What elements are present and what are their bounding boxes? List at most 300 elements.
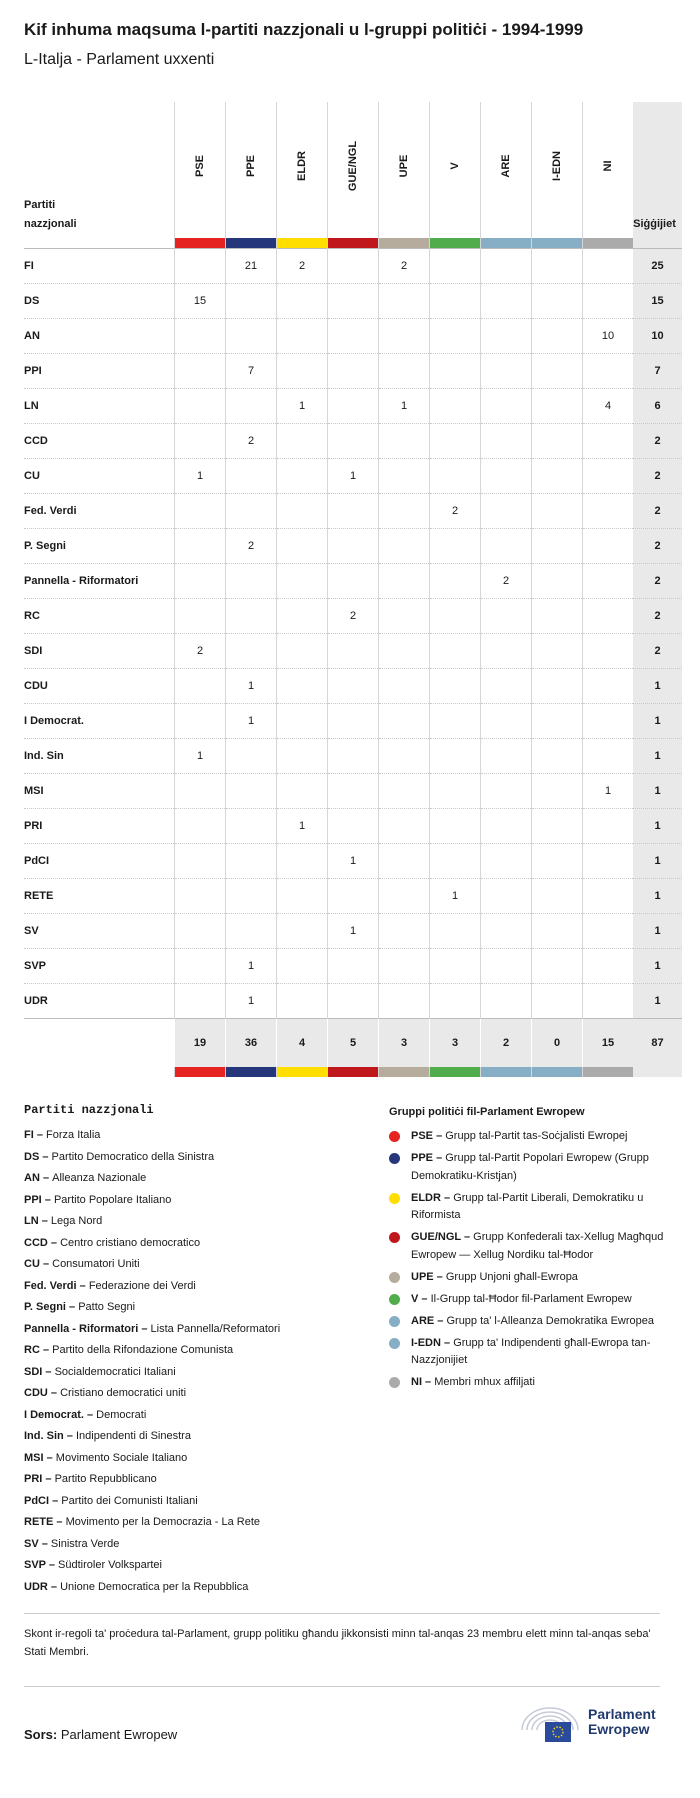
list-item xyxy=(389,1128,669,1146)
seat-count-cell: 1 xyxy=(226,669,277,704)
list-item xyxy=(389,1291,669,1309)
seat-count-cell xyxy=(532,459,583,494)
seat-count-cell xyxy=(226,494,277,529)
seat-count-cell xyxy=(328,354,379,389)
seat-count-cell xyxy=(583,914,634,949)
party-full-name: Cristiano democratici uniti xyxy=(60,1387,187,1399)
seat-count-cell: 1 xyxy=(175,739,226,774)
seat-count-cell xyxy=(328,669,379,704)
party-name-cell: P. Segni xyxy=(24,529,175,564)
group-color-bar xyxy=(583,238,634,249)
table-row xyxy=(24,984,682,1019)
party-full-name: Partito dei Comunisti Italiani xyxy=(61,1494,198,1507)
seat-count-cell xyxy=(277,494,328,529)
seat-count-cell xyxy=(328,494,379,529)
seat-count-cell xyxy=(328,879,379,914)
european-parliament-logo xyxy=(518,1700,678,1746)
seat-count-cell xyxy=(379,529,430,564)
seat-count-cell xyxy=(226,844,277,879)
seat-count-cell xyxy=(481,844,532,879)
party-abbreviation: MSI xyxy=(24,1451,44,1464)
seat-count-cell xyxy=(328,389,379,424)
separator: – xyxy=(63,1430,76,1442)
seat-count-cell xyxy=(430,564,481,599)
seat-count-cell xyxy=(379,774,430,809)
seat-count-cell xyxy=(532,564,583,599)
seat-count-cell: 1 xyxy=(226,704,277,739)
seat-count-cell xyxy=(277,459,328,494)
group-total-cell: 3 xyxy=(430,1019,481,1068)
group-color-bar xyxy=(430,1067,481,1077)
list-item xyxy=(24,1558,280,1580)
seat-count-cell xyxy=(583,494,634,529)
seat-count-cell xyxy=(532,844,583,879)
seat-count-cell xyxy=(175,914,226,949)
seat-count-cell xyxy=(481,494,532,529)
seat-count-cell xyxy=(379,914,430,949)
seat-count-cell xyxy=(532,284,583,319)
seat-count-cell xyxy=(430,704,481,739)
seat-count-cell xyxy=(175,844,226,879)
list-item xyxy=(24,1451,280,1473)
party-abbreviation: AN xyxy=(24,1172,40,1184)
note-divider-bottom xyxy=(24,1686,660,1687)
party-full-name: Lista Pannella/Reformatori xyxy=(150,1322,281,1335)
separator: – xyxy=(53,1516,66,1528)
group-abbreviation: NI xyxy=(411,1376,422,1388)
party-abbreviation: CU xyxy=(24,1258,40,1270)
separator: – xyxy=(422,1376,435,1388)
table-row xyxy=(24,809,682,844)
party-full-name: Socialdemocratici Italiani xyxy=(54,1365,176,1378)
group-color-bar xyxy=(226,1067,277,1077)
group-total-cell: 19 xyxy=(175,1019,226,1068)
seat-count-cell: 1 xyxy=(583,774,634,809)
party-name-cell: SDI xyxy=(24,634,175,669)
party-total-cell: 1 xyxy=(633,984,682,1019)
seat-count-cell xyxy=(328,774,379,809)
group-column-header xyxy=(226,102,277,238)
list-item xyxy=(24,1343,280,1365)
group-column-label: GUE/NGL xyxy=(347,140,359,192)
seat-count-cell xyxy=(481,949,532,984)
group-color-bar xyxy=(532,238,583,249)
seat-count-cell: 1 xyxy=(430,879,481,914)
separator: – xyxy=(38,1537,51,1550)
logo-wordmark xyxy=(588,1707,656,1737)
seat-count-cell xyxy=(583,634,634,669)
seat-count-cell xyxy=(430,354,481,389)
party-total-cell: 2 xyxy=(633,599,682,634)
table-row xyxy=(24,879,682,914)
group-column-header xyxy=(277,102,328,238)
party-abbreviation: PdCI xyxy=(24,1494,50,1507)
party-total-cell: 1 xyxy=(633,704,682,739)
party-name-cell: AN xyxy=(24,319,175,354)
seat-count-cell xyxy=(226,389,277,424)
seat-count-cell xyxy=(481,739,532,774)
party-name-cell: UDR xyxy=(24,984,175,1019)
grand-total-cell: 87 xyxy=(633,1019,682,1068)
party-abbreviation: I Democrat. xyxy=(24,1408,84,1421)
seat-count-cell xyxy=(277,669,328,704)
seat-count-cell: 1 xyxy=(328,914,379,949)
seat-count-cell xyxy=(175,774,226,809)
parties-legend xyxy=(24,1128,280,1601)
party-full-name: Movimento per la Democrazia - La Rete xyxy=(65,1516,260,1528)
seat-count-cell xyxy=(175,319,226,354)
group-full-name: Grupp Konfederali tax-Xellug Magħqud Ewropew — Xellug Nordiku tal-Ħodor xyxy=(411,1231,664,1261)
party-full-name: Partito Popolare Italiano xyxy=(53,1193,172,1206)
table-row xyxy=(24,774,682,809)
party-full-name: Patto Segni xyxy=(78,1301,136,1313)
seat-count-cell xyxy=(532,949,583,984)
seat-count-cell xyxy=(328,319,379,354)
group-column-header xyxy=(532,102,583,238)
group-color-bar xyxy=(175,1067,226,1077)
seat-count-cell xyxy=(226,809,277,844)
group-total-cell: 36 xyxy=(226,1019,277,1068)
seat-count-cell xyxy=(328,634,379,669)
seat-count-cell xyxy=(583,844,634,879)
seat-count-cell xyxy=(532,494,583,529)
separator: – xyxy=(39,1172,53,1184)
seat-count-cell xyxy=(430,634,481,669)
group-color-dot-icon xyxy=(389,1338,400,1349)
seat-count-cell xyxy=(379,809,430,844)
seat-count-cell: 10 xyxy=(583,319,634,354)
list-item xyxy=(24,1386,280,1408)
seat-count-cell: 1 xyxy=(277,389,328,424)
list-item xyxy=(389,1269,669,1287)
party-name-cell: RETE xyxy=(24,879,175,914)
party-abbreviation: LN xyxy=(24,1215,39,1227)
seat-count-cell xyxy=(532,424,583,459)
seat-count-cell xyxy=(277,844,328,879)
party-name-cell: LN xyxy=(24,389,175,424)
seat-count-cell xyxy=(277,529,328,564)
list-item xyxy=(24,1429,280,1451)
group-column-label: PPE xyxy=(245,154,257,178)
seat-count-cell: 7 xyxy=(226,354,277,389)
party-total-cell: 1 xyxy=(633,774,682,809)
seat-count-cell xyxy=(430,914,481,949)
separator: – xyxy=(460,1231,474,1243)
group-color-bar xyxy=(226,238,277,249)
party-total-cell: 1 xyxy=(633,739,682,774)
seat-count-cell xyxy=(379,424,430,459)
list-item xyxy=(24,1300,280,1322)
seat-count-cell xyxy=(328,284,379,319)
list-item xyxy=(389,1150,669,1185)
list-item xyxy=(24,1322,280,1344)
seat-count-cell xyxy=(277,949,328,984)
seat-count-cell: 21 xyxy=(226,249,277,284)
seat-count-cell xyxy=(430,459,481,494)
group-full-name: Grupp tal-Partit tas-Soċjalisti Ewropej xyxy=(445,1130,628,1142)
seat-count-cell xyxy=(583,529,634,564)
seat-count-cell xyxy=(532,739,583,774)
seat-count-cell xyxy=(430,984,481,1019)
seat-count-cell xyxy=(583,284,634,319)
table-row xyxy=(24,459,682,494)
group-color-dot-icon xyxy=(389,1272,400,1283)
table-row xyxy=(24,669,682,704)
seat-count-cell xyxy=(328,809,379,844)
seat-count-cell xyxy=(532,914,583,949)
seat-count-cell xyxy=(532,319,583,354)
group-color-bar xyxy=(379,1067,430,1077)
group-total-cell: 2 xyxy=(481,1019,532,1068)
seat-count-cell xyxy=(532,354,583,389)
group-color-bar xyxy=(430,238,481,249)
seat-count-cell xyxy=(583,564,634,599)
seat-count-cell: 1 xyxy=(379,389,430,424)
group-full-name: Grupp tal-Partit Popolari Ewropew (Grupp Demokratiku-Kristjan) xyxy=(411,1152,649,1182)
table-row xyxy=(24,249,682,284)
seat-count-cell xyxy=(583,669,634,704)
party-total-cell: 2 xyxy=(633,424,682,459)
party-total-cell: 1 xyxy=(633,844,682,879)
color-bar-spacer xyxy=(24,238,175,249)
separator: – xyxy=(433,1152,446,1164)
list-item xyxy=(24,1515,280,1537)
table-row xyxy=(24,424,682,459)
party-full-name: Lega Nord xyxy=(50,1215,103,1227)
seat-count-cell xyxy=(532,389,583,424)
party-full-name: Federazione dei Verdi xyxy=(88,1279,196,1292)
seat-count-cell xyxy=(430,284,481,319)
seat-count-cell xyxy=(379,494,430,529)
table-row xyxy=(24,634,682,669)
party-abbreviation: Pannella - Riformatori xyxy=(24,1322,139,1335)
party-name-cell: Fed. Verdi xyxy=(24,494,175,529)
list-item xyxy=(24,1408,280,1430)
seat-count-cell xyxy=(277,424,328,459)
party-abbreviation: FI xyxy=(24,1129,34,1141)
seat-count-cell xyxy=(481,284,532,319)
seat-count-cell xyxy=(481,669,532,704)
seat-count-cell xyxy=(583,704,634,739)
group-color-dot-icon xyxy=(389,1377,400,1388)
seat-count-cell xyxy=(481,599,532,634)
seat-count-cell xyxy=(328,564,379,599)
party-full-name: Indipendenti di Sinestra xyxy=(75,1430,191,1442)
table-row xyxy=(24,494,682,529)
party-full-name: Sinistra Verde xyxy=(50,1537,120,1550)
seat-count-cell: 1 xyxy=(328,459,379,494)
separator: – xyxy=(47,1236,61,1249)
list-item xyxy=(24,1279,280,1301)
list-item xyxy=(24,1193,280,1215)
group-color-bar xyxy=(379,238,430,249)
seat-count-cell xyxy=(175,529,226,564)
seat-count-cell xyxy=(481,809,532,844)
party-abbreviation: SDI xyxy=(24,1365,43,1378)
party-abbreviation: Ind. Sin xyxy=(24,1430,64,1442)
table-row xyxy=(24,529,682,564)
party-name-cell: SV xyxy=(24,914,175,949)
separator: – xyxy=(433,1130,446,1142)
seat-distribution-table xyxy=(24,102,682,1077)
seat-count-cell xyxy=(328,249,379,284)
seat-count-cell xyxy=(481,529,532,564)
separator: – xyxy=(42,1473,55,1485)
seat-count-cell xyxy=(379,634,430,669)
party-total-cell: 2 xyxy=(633,634,682,669)
group-total-cell: 3 xyxy=(379,1019,430,1068)
seat-count-cell xyxy=(226,319,277,354)
party-total-cell: 1 xyxy=(633,809,682,844)
seat-count-cell xyxy=(583,599,634,634)
separator: – xyxy=(433,1270,446,1283)
party-name-cell: Ind. Sin xyxy=(24,739,175,774)
seat-count-cell: 4 xyxy=(583,389,634,424)
list-item xyxy=(389,1374,669,1392)
list-item xyxy=(24,1580,280,1602)
group-column-label: I-EDN xyxy=(551,151,563,181)
seat-count-cell xyxy=(430,424,481,459)
table-row xyxy=(24,914,682,949)
group-column-header xyxy=(481,102,532,238)
group-column-label: UPE xyxy=(398,154,410,178)
party-full-name: Partito Democratico della Sinistra xyxy=(51,1150,215,1163)
seat-count-cell xyxy=(583,424,634,459)
seat-count-cell xyxy=(277,914,328,949)
groups-legend-title: Gruppi politiċi fil-Parlament Ewropew xyxy=(389,1106,585,1118)
seat-count-cell xyxy=(481,459,532,494)
group-column-label: PSE xyxy=(194,154,206,178)
seat-count-cell xyxy=(175,949,226,984)
seat-count-cell: 2 xyxy=(481,564,532,599)
separator: – xyxy=(42,1365,55,1378)
table-row xyxy=(24,354,682,389)
table-body xyxy=(24,249,682,1019)
seat-count-cell xyxy=(583,809,634,844)
separator: – xyxy=(418,1292,431,1305)
group-abbreviation: ELDR xyxy=(411,1191,441,1204)
party-abbreviation: P. Segni xyxy=(24,1301,66,1313)
seat-count-cell xyxy=(532,634,583,669)
seat-count-cell xyxy=(277,319,328,354)
group-color-bar-row xyxy=(24,238,682,249)
table-row xyxy=(24,319,682,354)
party-name-cell: CCD xyxy=(24,424,175,459)
seat-count-cell xyxy=(277,879,328,914)
seat-count-cell xyxy=(379,284,430,319)
seat-count-cell xyxy=(328,704,379,739)
group-color-bar xyxy=(481,238,532,249)
seat-count-cell xyxy=(583,984,634,1019)
group-abbreviation: ARE xyxy=(411,1314,435,1327)
seat-count-cell xyxy=(430,529,481,564)
seat-count-cell: 1 xyxy=(226,949,277,984)
list-item xyxy=(24,1494,280,1516)
table-row xyxy=(24,844,682,879)
group-abbreviation: PPE xyxy=(411,1152,434,1164)
group-total-cell: 4 xyxy=(277,1019,328,1068)
seat-count-cell xyxy=(277,704,328,739)
group-color-bar xyxy=(532,1067,583,1077)
seat-count-cell xyxy=(226,774,277,809)
group-abbreviation: UPE xyxy=(411,1270,434,1283)
separator: – xyxy=(39,1344,53,1356)
seat-count-cell xyxy=(379,984,430,1019)
seat-count-cell: 2 xyxy=(175,634,226,669)
table-header-row xyxy=(24,102,682,238)
seat-count-cell xyxy=(430,844,481,879)
list-item xyxy=(389,1190,669,1225)
seat-count-cell xyxy=(226,599,277,634)
seat-count-cell xyxy=(379,949,430,984)
party-full-name: Centro cristiano democratico xyxy=(60,1236,201,1249)
seat-count-cell xyxy=(226,739,277,774)
seat-count-cell xyxy=(277,354,328,389)
table-row xyxy=(24,284,682,319)
group-color-dot-icon xyxy=(389,1294,400,1305)
separator: – xyxy=(440,1191,454,1204)
totals-label-cell xyxy=(24,1019,175,1068)
seat-count-cell xyxy=(481,424,532,459)
group-color-bar-row-bottom xyxy=(24,1067,682,1077)
seat-count-cell xyxy=(532,809,583,844)
note-divider-top xyxy=(24,1613,660,1614)
seat-count-cell xyxy=(379,704,430,739)
separator: – xyxy=(39,1258,53,1270)
separator: – xyxy=(49,1494,62,1507)
total-column-header xyxy=(633,102,682,238)
party-name-cell: PdCI xyxy=(24,844,175,879)
seat-count-cell xyxy=(583,879,634,914)
party-total-cell: 2 xyxy=(633,494,682,529)
list-item xyxy=(24,1214,280,1236)
party-abbreviation: RC xyxy=(24,1344,40,1356)
seat-count-cell xyxy=(481,914,532,949)
seat-count-cell xyxy=(175,424,226,459)
party-total-cell: 2 xyxy=(633,459,682,494)
group-color-bar xyxy=(175,238,226,249)
seat-count-cell xyxy=(583,459,634,494)
groups-legend xyxy=(389,1128,669,1396)
party-full-name: Forza Italia xyxy=(46,1129,101,1141)
seat-count-cell xyxy=(379,669,430,704)
total-column-label: Siġġijiet xyxy=(633,218,676,230)
party-full-name: Movimento Sociale Italiano xyxy=(55,1451,188,1464)
list-item xyxy=(389,1313,669,1331)
footnote: Skont ir-regoli ta' proċedura tal-Parlament, grupp politiku għandu jikkonsisti minn tal-anqas 23 membru elett minn tal-anqas seba' Stati Membri. xyxy=(24,1628,651,1658)
group-total-cell: 0 xyxy=(532,1019,583,1068)
seat-count-cell xyxy=(430,599,481,634)
seat-count-cell xyxy=(532,879,583,914)
separator: – xyxy=(434,1314,447,1327)
seat-count-cell xyxy=(481,774,532,809)
group-total-cell: 5 xyxy=(328,1019,379,1068)
party-full-name: Partito Repubblicano xyxy=(54,1473,157,1485)
seat-count-cell xyxy=(175,389,226,424)
seat-count-cell xyxy=(481,319,532,354)
group-abbreviation: PSE xyxy=(411,1130,434,1142)
seat-count-cell xyxy=(481,249,532,284)
seat-count-cell xyxy=(379,354,430,389)
seat-count-cell: 2 xyxy=(328,599,379,634)
page-title: Kif inhuma maqsuma l-partiti nazzjonali u l-gruppi politiċi - 1994-1999 xyxy=(24,20,584,39)
party-full-name: Partito della Rifondazione Comunista xyxy=(52,1344,234,1356)
seat-count-cell xyxy=(481,704,532,739)
seat-count-cell xyxy=(175,564,226,599)
party-name-cell: FI xyxy=(24,249,175,284)
seat-count-cell: 2 xyxy=(226,424,277,459)
party-full-name: Unione Democratica per la Repubblica xyxy=(60,1580,249,1593)
